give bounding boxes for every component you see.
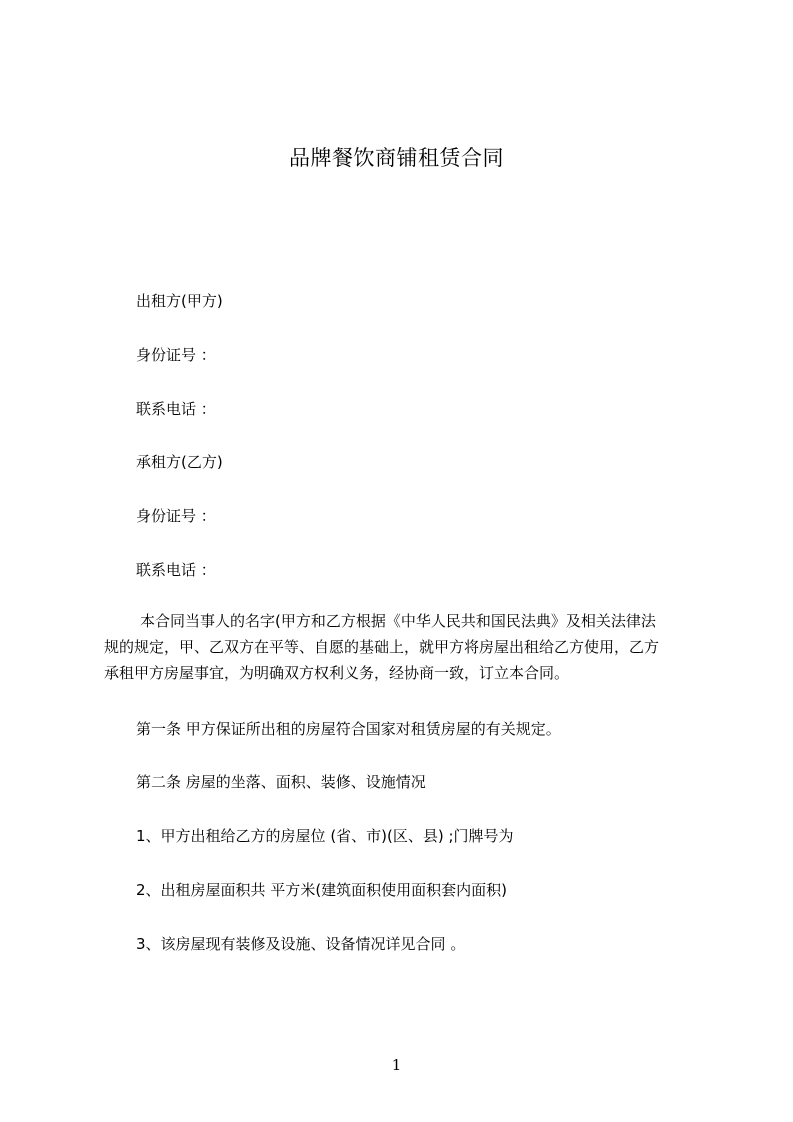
clause-2-item-1: 1、甲方出租给乙方的房屋位 (省、市)(区、县) ;门牌号为 <box>136 827 514 845</box>
clause-2: 第二条 房屋的坐落、面积、装修、设施情况 <box>136 773 426 791</box>
lessor-id-field: 身份证号 ： <box>136 346 216 364</box>
lessee-id-field: 身份证号 ： <box>136 507 216 525</box>
contract-title: 品牌餐饮商铺租赁合同 <box>289 146 504 170</box>
preamble-line: 承租甲方房屋事宜，为明确双方权利义务，经协商一致，订立本合同。 <box>104 664 570 682</box>
preamble-paragraph <box>104 608 726 686</box>
lessee-phone-field: 联系电话 ： <box>136 561 216 579</box>
clause-2-item-2: 2、出租房屋面积共 平方米(建筑面积使用面积套内面积) <box>136 881 508 899</box>
preamble-line: 本合同当事人的名字(甲方和乙方根据《中华人民共和国民法典》及相关法律法 <box>140 612 656 630</box>
lessor-field: 出租方(甲方) <box>136 292 223 310</box>
clause-1: 第一条 甲方保证所出租的房屋符合国家对租赁房屋的有关规定。 <box>136 720 561 738</box>
preamble-line: 规的规定，甲、乙双方在平等、自愿的基础上，就甲方将房屋出租给乙方使用，乙方 <box>104 638 660 656</box>
clause-2-item-3: 3、该房屋现有装修及设施、设备情况详见合同 。 <box>136 935 466 953</box>
page-number: 1 <box>391 1056 402 1074</box>
lessee-field: 承租方(乙方) <box>136 453 223 471</box>
lessor-phone-field: 联系电话 ： <box>136 400 216 418</box>
